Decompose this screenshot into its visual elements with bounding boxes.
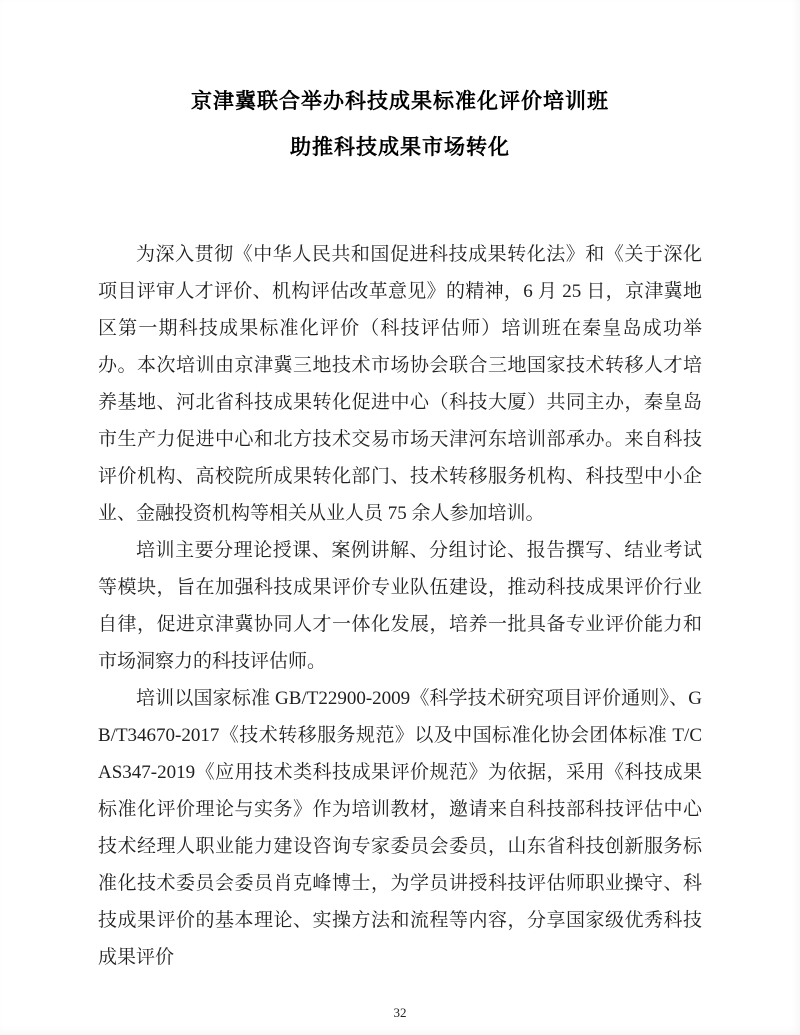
paragraph: 培训主要分理论授课、案例讲解、分组讨论、报告撰写、结业考试等模块，旨在加强科技成果评价专业队伍建设，推动科技成果评价行业自律，促进京津冀协同人才一体化发展，培养一批具备专业评价能力和市场洞察力的科技评估师。 <box>98 540 702 672</box>
paragraph: 为深入贯彻《中华人民共和国促进科技成果转化法》和《关于深化项目评审人才评价、机构评估改革意见》的精神，6 月 25 日，京津冀地区第一期科技成果标准化评价（科技评估师）培训班在秦皇岛成功举办。本次培训由京津冀三地技术市场协会联合三地国家技术转移人才培养基地、河北省科技成果转化促进中心（科技大厦）共同主办，秦皇岛市生产力促进中心和北方技术交易市场天津河东培训部承办。来自科技评价机构、高校院所成果转化部门、技术转移服务机构、科技型中小企业、金融投资机构等相关从业人员 75 余人参加培训。 <box>98 244 702 524</box>
article-title-line-1: 京津冀联合举办科技成果标准化评价培训班 <box>191 89 609 113</box>
article-title-line-2: 助推科技成果市场转化 <box>290 135 510 159</box>
paragraph: 培训以国家标准 GB/T22900-2009《科学技术研究项目评价通则》、GB/T34670-2017《技术转移服务规范》以及中国标准化协会团体标准 T/CAS347-2019《应用技术类科技成果评价规范》为依据，采用《科技成果标准化评价理论与实务》作为培训教材，邀请来自科技部科技评估中心技术经理人职业能力建设咨询专家委员会委员，山东省科技创新服务标准化技术委员会委员肖克峰博士，为学员讲授科技评估师职业操守、科技成果评价的基本理论、实操方法和流程等内容，分享国家级优秀科技成果评价 <box>98 688 702 968</box>
article-body <box>98 236 702 976</box>
article-title <box>0 0 800 170</box>
page-number: 32 <box>393 1005 407 1020</box>
